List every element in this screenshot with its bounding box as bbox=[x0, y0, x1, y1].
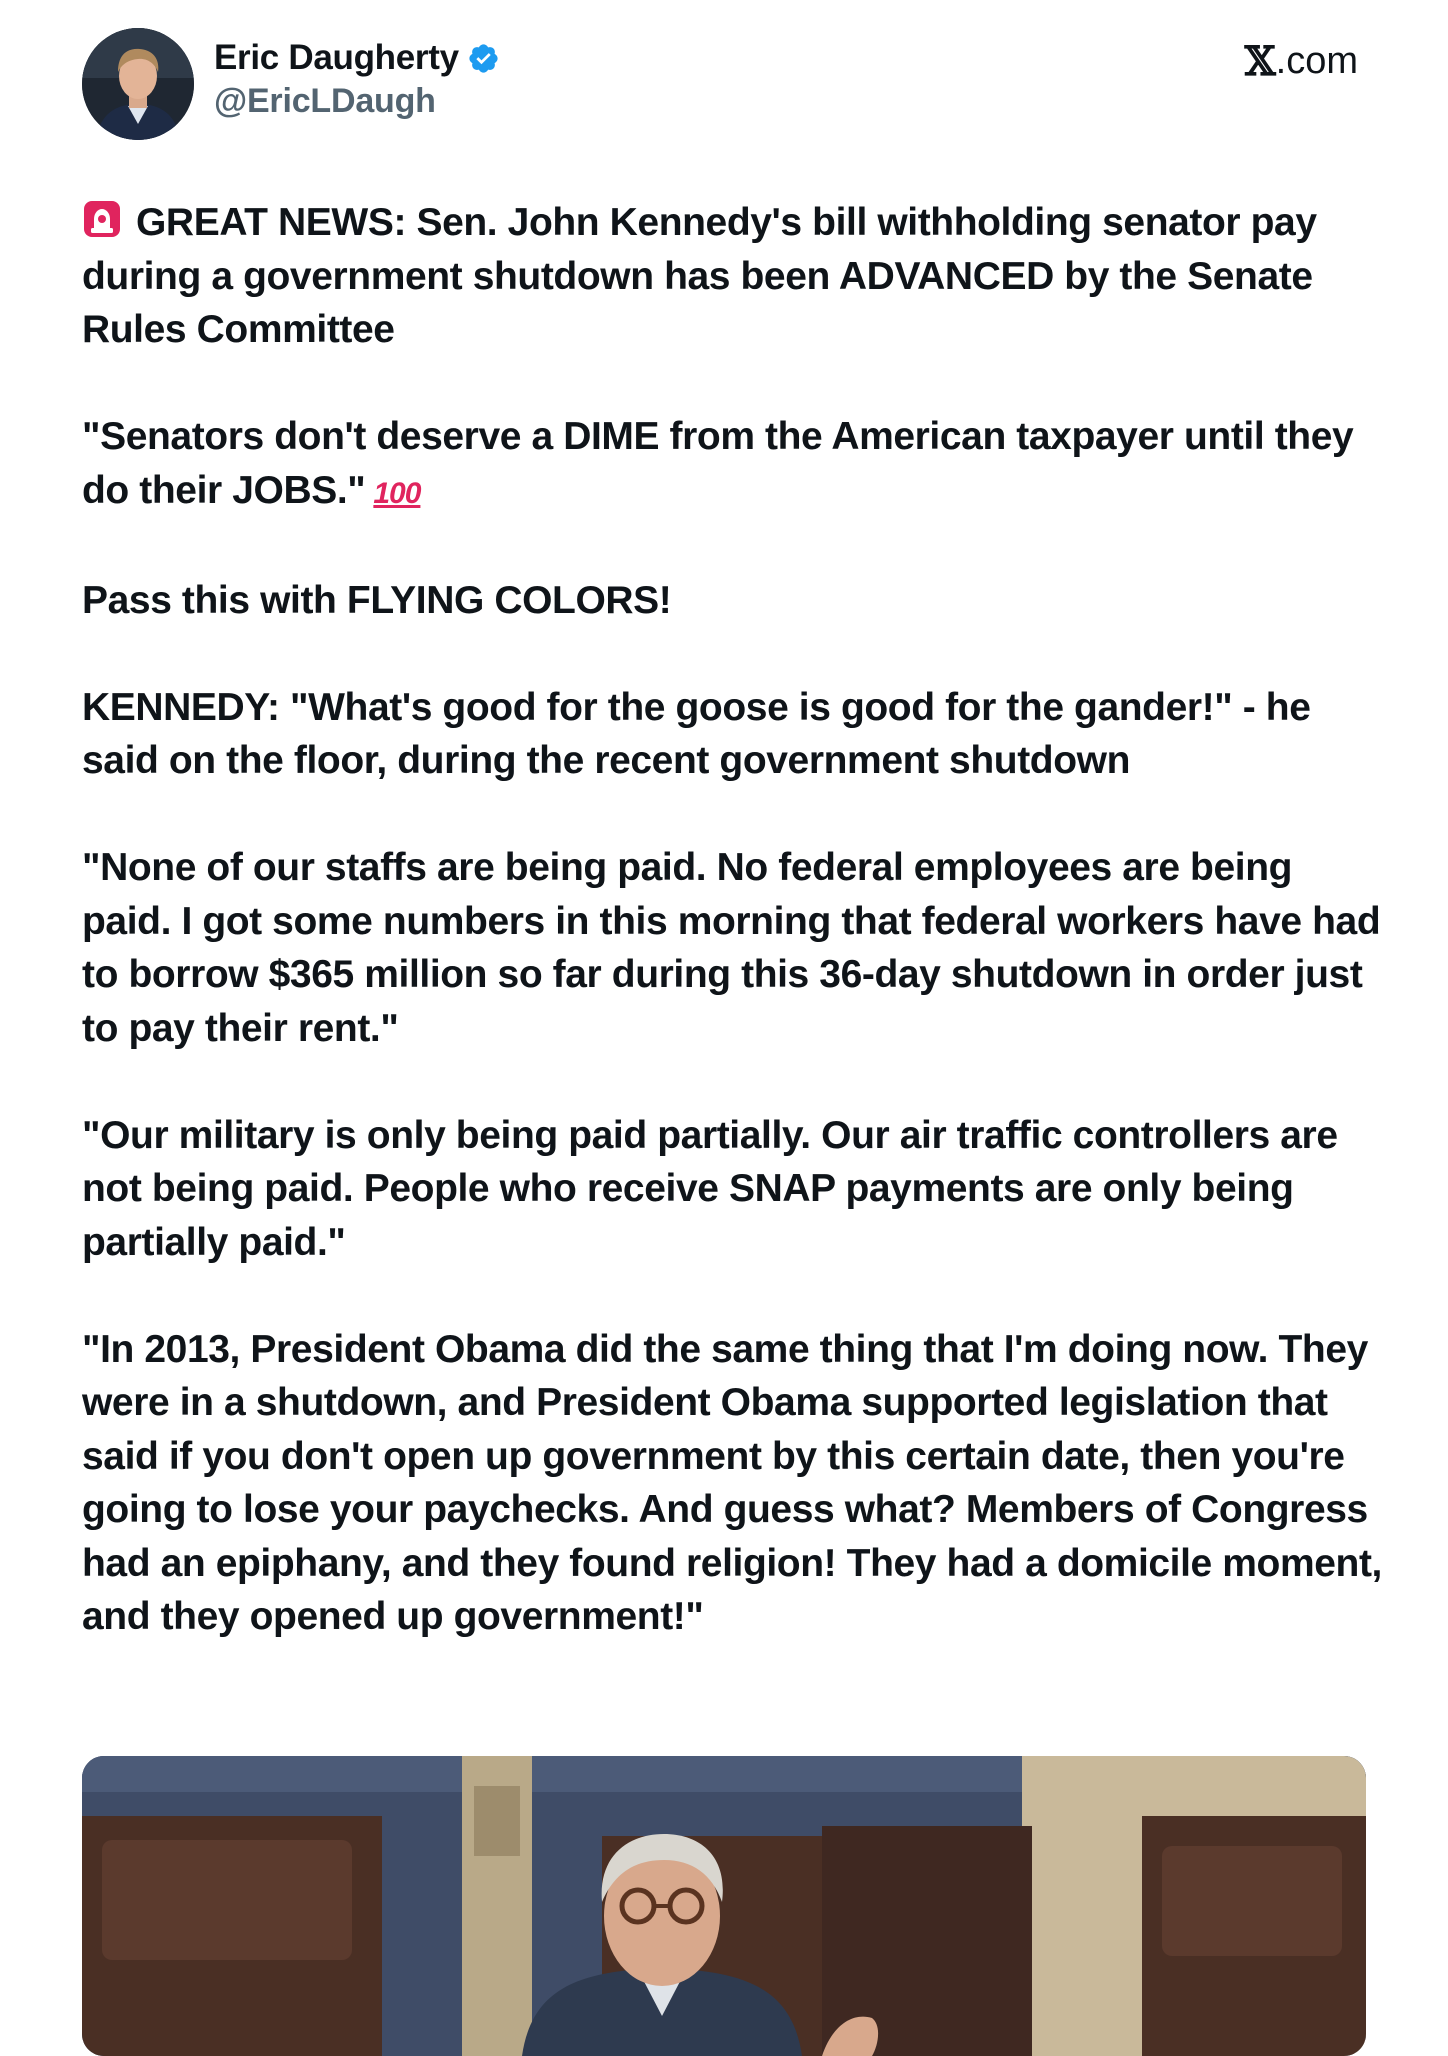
person-avatar-icon bbox=[82, 28, 194, 140]
verified-badge-icon bbox=[467, 42, 500, 75]
post-media-video[interactable] bbox=[82, 1756, 1366, 2056]
post-paragraph bbox=[82, 841, 1382, 1055]
x-logo-icon: 𝕏 bbox=[1244, 38, 1275, 85]
avatar[interactable] bbox=[82, 28, 194, 140]
post-body bbox=[82, 196, 1382, 1644]
post-paragraph bbox=[82, 196, 1382, 357]
site-watermark bbox=[1245, 38, 1358, 85]
paragraph-text: "In 2013, President Obama did the same thing that I'm doing now. They were in a shutdown, and President Obama supported legislation that said if you don't open up government by this certain date, then you're going to lose your paychecks. And guess what? Members of Congress had an epiphany, and they found religion! They had a domicile moment, and they opened up government!" bbox=[82, 1327, 1382, 1638]
siren-icon bbox=[82, 199, 122, 239]
paragraph-text: "Our military is only being paid partially. Our air traffic controllers are not being paid. People who receive SNAP payments are only being partially paid." bbox=[82, 1113, 1338, 1264]
author-names bbox=[214, 36, 500, 121]
paragraph-text: "Senators don't deserve a DIME from the American taxpayer until they do their JOBS." bbox=[82, 415, 1354, 512]
post-header bbox=[82, 26, 1366, 144]
post-paragraph bbox=[82, 1109, 1382, 1270]
video-thumbnail-image bbox=[82, 1756, 1366, 2056]
paragraph-text: GREAT NEWS: Sen. John Kennedy's bill withholding senator pay during a government shutdown has been ADVANCED by the Senate Rules Committee bbox=[82, 201, 1317, 351]
display-name-row bbox=[214, 36, 500, 80]
post-paragraph bbox=[82, 681, 1382, 788]
post-paragraph bbox=[82, 1323, 1382, 1644]
post-paragraph bbox=[82, 410, 1382, 520]
paragraph-text: Pass this with FLYING COLORS! bbox=[82, 578, 672, 622]
hundred-points-icon: 100 bbox=[373, 476, 421, 510]
display-name[interactable]: Eric Daugherty bbox=[214, 38, 459, 77]
paragraph-text: KENNEDY: "What's good for the goose is good for the gander!" - he said on the floor, during the recent government shutdown bbox=[82, 685, 1311, 782]
site-domain: .com bbox=[1275, 40, 1358, 82]
author-handle[interactable]: @EricLDaugh bbox=[214, 82, 436, 120]
post-paragraph bbox=[82, 574, 1382, 628]
paragraph-text: "None of our staffs are being paid. No federal employees are being paid. I got some numbers in this morning that federal workers have had to borrow $365 million so far during this 36-day shutdown in order just to pay their rent." bbox=[82, 846, 1381, 1050]
